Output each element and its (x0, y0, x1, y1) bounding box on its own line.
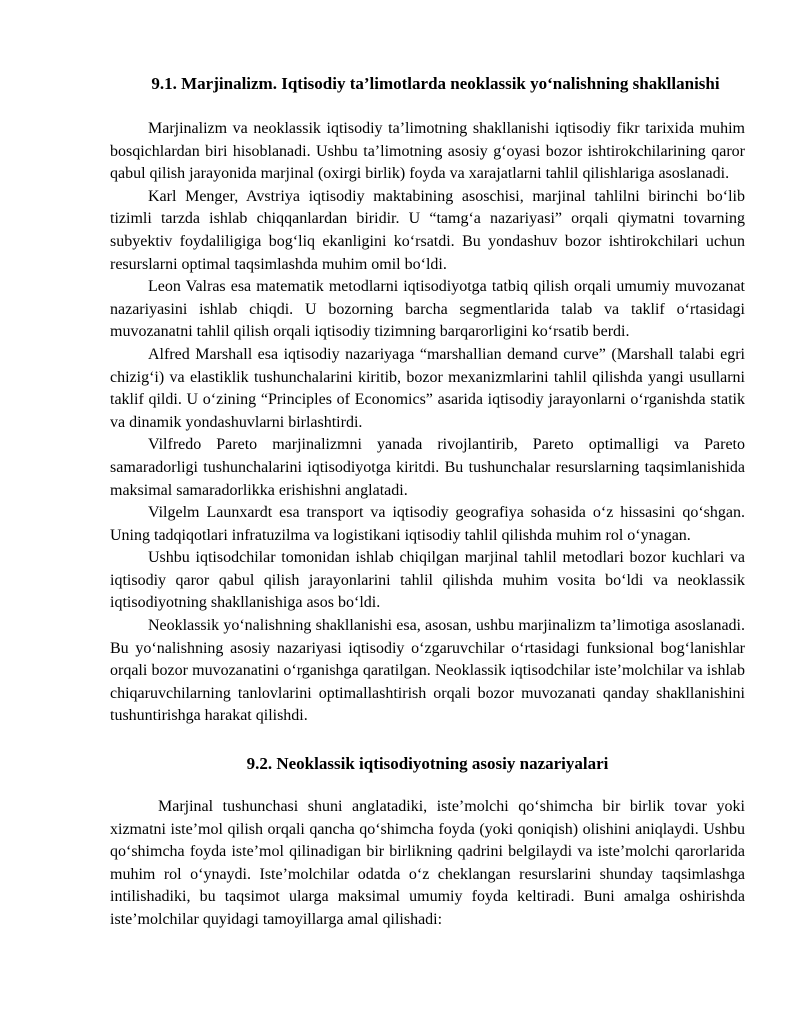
section-body-9-1 (110, 118, 745, 728)
paragraph: Karl Menger, Avstriya iqtisodiy maktabining asoschisi, marjinal tahlilni birinchi bo‘lib tizimli tarzda ishlab chiqqanlardan biridir. U “tamg‘a nazariyasi” orqali qiymatni tovarning subyektiv foydaliligiga bog‘liq ekanligini ko‘rsatdi. Bu yondashuv bozor ishtirokchilari uchun resurslarni optimal taqsimlashda muhim omil bo‘ldi. (110, 187, 745, 273)
section-heading-9-2: 9.2. Neoklassik iqtisodiyotning asosiy nazariyalari (246, 754, 609, 774)
paragraph: Leon Valras esa matematik metodlarni iqtisodiyotga tatbiq qilish orqali umumiy muvozanat nazariyasini ishlab chiqdi. U bozorning barcha segmentlarida talab va taklif o‘rtasidagi muvozanatni tahlil qilish orqali iqtisodiy tizimning barqarorligini ko‘rsatib berdi. (110, 278, 745, 341)
section-heading-9-1: 9.1. Marjinalizm. Iqtisodiy ta’limotlarda neoklassik yo‘nalishning shakllanishi (151, 74, 720, 93)
paragraph: Marjinal tushunchasi shuni anglatadiki, iste’molchi qo‘shimcha bir birlik tovar yoki xizmatni iste’mol qilish orqali qancha qo‘shimcha foyda (yoki qoniqish) olishini aniqlaydi. Ushbu qo‘shimcha foyda iste’mol qilinadigan bir birlikning qadrini belgilaydi va iste’molchi qarorlarida muhim rol o‘ynaydi. Iste’molchilar odatda o‘z cheklangan resurslarini shunday taqsimlashga intilishadiki, bu taqsimot ularga maksimal umumiy foyda keltiradi. Buni amalga oshirishda iste’molchilar quyidagi tamoyillarga amal qilishadi: (110, 798, 745, 928)
section-body-9-2 (110, 796, 745, 932)
paragraph: Vilfredo Pareto marjinalizmni yanada rivojlantirib, Pareto optimalligi va Pareto samaradorligi tushunchalarini iqtisodiyotga kiritdi. Bu tushunchalar resurslarning taqsimlanishida maksimal samaradorlikka erishishni anglatadi. (110, 436, 745, 499)
paragraph: Marjinalizm va neoklassik iqtisodiy ta’limotning shakllanishi iqtisodiy fikr tarixida muhim bosqichlardan biri hisoblanadi. Ushbu ta’limotning asosiy g‘oyasi bozor ishtirokchilarining qaror qabul qilish jarayonida marjinal (oxirgi birlik) foyda va xarajatlarni tahlil qilishlariga asoslanadi. (110, 120, 745, 183)
document-page (110, 72, 745, 932)
paragraph: Alfred Marshall esa iqtisodiy nazariyaga “marshallian demand curve” (Marshall talabi egri chizig‘i) va elastiklik tushunchalarini kiritib, bozor mexanizmlarini tahlil qilishda yangi usullarni taklif qildi. U o‘zining “Principles of Economics” asarida iqtisodiy jarayonlarni o‘rganishda statik va dinamik yondashuvlarni birlashtirdi. (110, 345, 745, 431)
paragraph: Ushbu iqtisodchilar tomonidan ishlab chiqilgan marjinal tahlil metodlari bozor kuchlari va iqtisodiy qaror qabul qilish jarayonlarini tahlil qilishda muhim vosita bo‘ldi va neoklassik iqtisodiyotning shakllanishiga asos bo‘ldi. (110, 549, 745, 612)
paragraph: Neoklassik yo‘nalishning shakllanishi esa, asosan, ushbu marjinalizm ta’limotiga asoslanadi. Bu yo‘nalishning asosiy nazariyasi iqtisodiy o‘zgaruvchilar o‘rtasidagi funksional bog‘lanishlar orqali bozor muvozanatini o‘rganishga qaratilgan. Neoklassik iqtisodchilar iste’molchilar va ishlab chiqaruvchilarning tanlovlarini optimallashtirish orqali bozor muvozanati qanday shakllanishini tushuntirishga harakat qilishdi. (110, 617, 745, 725)
paragraph: Vilgelm Launxardt esa transport va iqtisodiy geografiya sohasida o‘z hissasini qo‘shgan. Uning tadqiqotlari infratuzilma va logistikani iqtisodiy tahlil qilishda muhim rol o‘ynagan. (110, 504, 745, 544)
